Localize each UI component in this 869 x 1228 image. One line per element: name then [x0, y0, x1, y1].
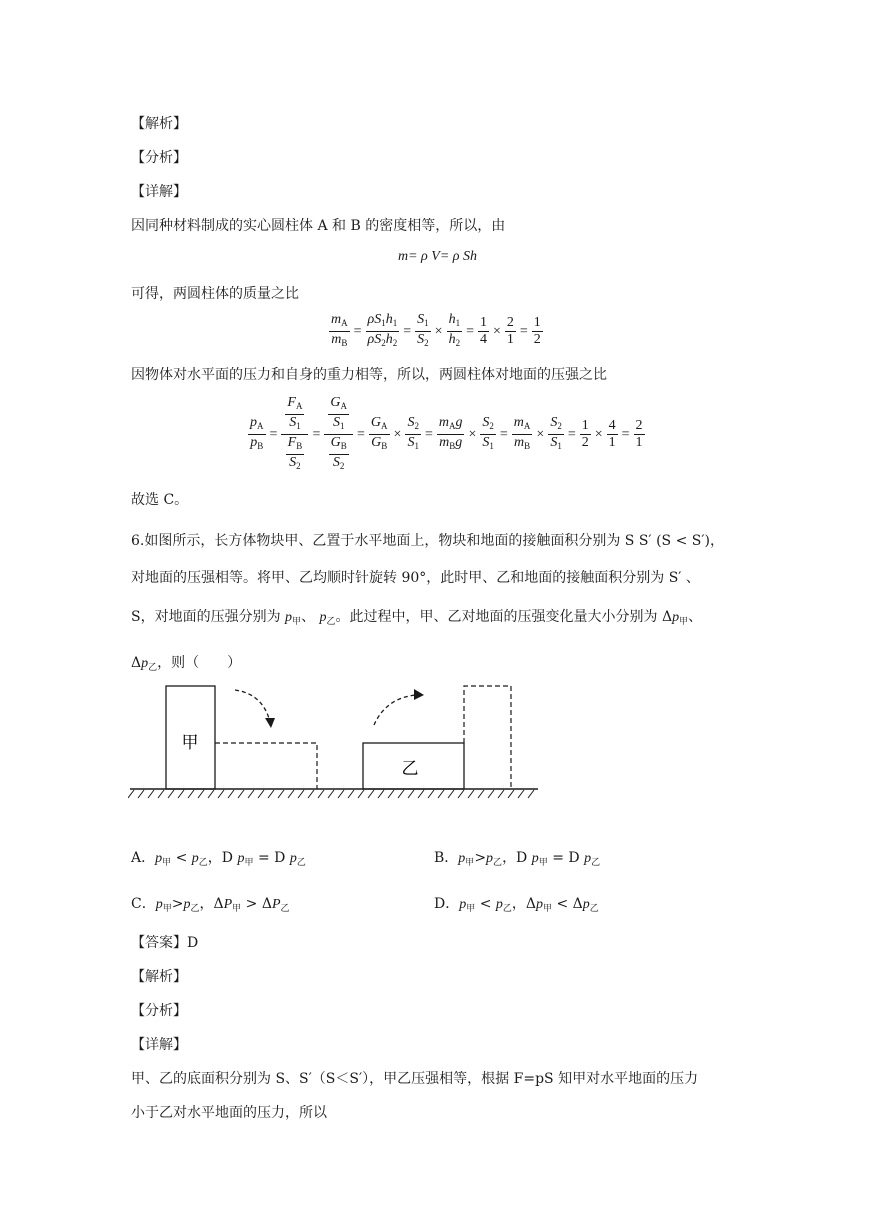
block-jia-rotated-outline	[215, 743, 317, 789]
q6-xiangjie-heading: 【详解】	[131, 1037, 187, 1053]
q6-jiexi-heading: 【解析】	[131, 969, 187, 985]
choice-c[interactable]: C．$p_甲>p_乙$，$\Delta P_甲 > \Delta P_乙$	[131, 896, 290, 914]
q6-detail-line1: 甲、乙的底面积分别为 S、S′（S＜S′），甲乙压强相等，根据 F=pS 知甲对水平地面的压力	[131, 1071, 699, 1087]
intro-text: 因同种材料制成的实心圆柱体 A 和 B 的密度相等，所以，由	[131, 218, 506, 234]
rotate-arrow-jia-head	[265, 718, 275, 728]
fenxi-heading: 【分析】	[131, 150, 187, 166]
rotate-arrow-yi	[374, 695, 416, 725]
q6-fenxi-heading: 【分析】	[131, 1003, 187, 1019]
block-jia-label: 甲	[181, 733, 199, 753]
q6-figure	[128, 680, 542, 804]
rotate-arrow-jia	[235, 690, 270, 722]
choice-b[interactable]: B．$p_甲>p_乙$，D $p_甲 = D$ $p_乙$	[434, 850, 601, 868]
q6-stem-line2: 对地面的压强相等。将甲、乙均顺时针旋转 90°，此时甲、乙和地面的接触面积分别为 S′ 、	[131, 570, 700, 586]
rotate-arrow-yi-head	[414, 689, 424, 700]
xiangjie-heading: 【详解】	[131, 184, 187, 200]
conclusion-text: 故选 C。	[131, 492, 189, 508]
q6-stem-line3: S，对地面的压强分别为 $p_甲$、 $p_乙$。此过程中，甲、乙对地面的压强变化量大小分别为 $\Delta p_甲$、	[131, 609, 703, 627]
q6-stem-line4: $\Delta p_乙$，则（ ）	[131, 655, 242, 673]
mass-ratio-equation: $\frac{m_A}{m_B}$ = $\frac{\rho S_1h_1}{\rho S_2h_2}$ = $\frac{S_1}{S_2}$ × $\frac{h_1}{h_2}$ = $\frac{1}{4}$ × $\frac{2}{1}$ = $\frac{1}{2}$	[331, 312, 541, 348]
q6-detail-line2: 小于乙对水平地面的压力，所以	[131, 1105, 327, 1121]
pressure-ratio-equation: $\frac{p_A}{p_B}$ = $\frac{\frac{F_A}{S_1}}{\frac{F_B}{S_2}}$ = $\frac{\frac{G_A}{S_1}}{\frac{G_B}{S_2}}$ = $\frac{G_A}{G_B}$ × $\frac{S_2}{S_1}$ = $\frac{m_Ag}{m_Bg}$ × $\frac{S_2}{S_1}$ = $\frac{m_A}{m_B}$ × $\frac{S_2}{S_1}$ = $\frac{1}{2}$ × $\frac{4}{1}$ = $\frac{2}{1}$	[250, 395, 643, 471]
pressure-intro: 因物体对水平面的压力和自身的重力相等，所以，两圆柱体对地面的压强之比	[131, 367, 607, 383]
jiexi-heading: 【解析】	[131, 116, 187, 132]
answer-text: 【答案】D	[131, 935, 199, 951]
choice-a[interactable]: A．$p_甲 < p_乙$，D $p_甲 = D$ $p_乙$	[131, 850, 306, 868]
block-yi-label: 乙	[401, 759, 419, 779]
density-formula: m= ρ V= ρ Sh	[398, 249, 477, 264]
ground-hatching	[128, 790, 534, 798]
q6-stem-line1: 6.如图所示，长方体物块甲、乙置于水平地面上，物块和地面的接触面积分别为 S S′ (S < S′)，	[131, 533, 724, 549]
choice-d[interactable]: D．$p_甲 < p_乙$，$\Delta p_甲 < \Delta p_乙$	[434, 896, 599, 914]
mass-ratio-intro: 可得，两圆柱体的质量之比	[131, 286, 299, 302]
block-yi-rotated-outline	[464, 686, 511, 789]
